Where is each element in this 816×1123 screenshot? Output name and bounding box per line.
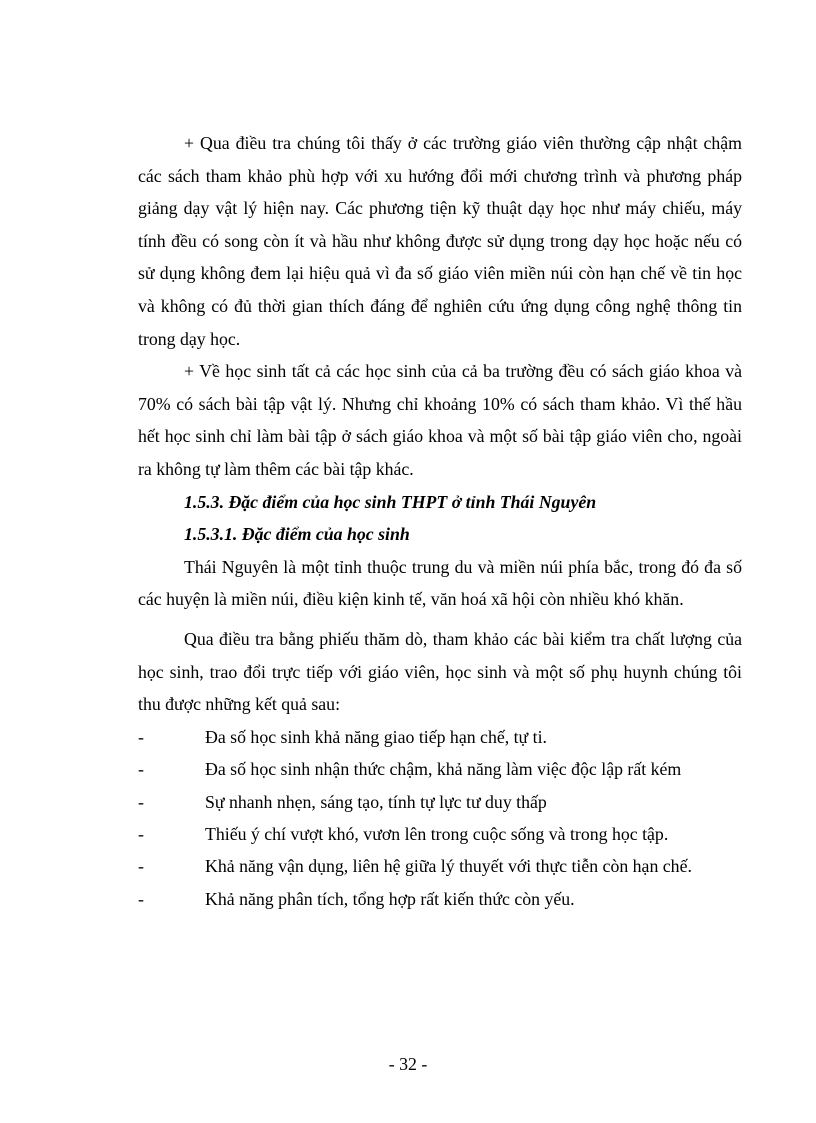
bullet-marker: - <box>138 888 144 909</box>
paragraph-students-books: + Về học sinh tất cả các học sinh của cả ba trường đều có sách giáo khoa và 70% có sách bài tập vật lý. Nhưng chỉ khoảng 10% có sách tham khảo. Vì thế hầu hết học sinh chỉ làm bài tập ở sách giáo khoa và một số bài tập giáo viên cho, ngoài ra không tự làm thêm các bài tập khác. <box>138 361 742 479</box>
list-item <box>138 883 742 915</box>
page-body <box>138 127 742 915</box>
bullet-marker: - <box>138 759 144 780</box>
page-number: - 32 - <box>388 1054 428 1074</box>
bullet-marker: - <box>138 823 144 844</box>
section-heading: 1.5.3. Đặc điểm của học sinh THPT ở tỉnh Thái Nguyên <box>184 491 597 512</box>
list-item <box>138 850 742 882</box>
list-item <box>138 818 742 850</box>
bullet-marker: - <box>138 791 144 812</box>
paragraph-teachers-resources: + Qua điều tra chúng tôi thấy ở các trường giáo viên thường cập nhật chậm các sách tham khảo phù hợp với xu hướng đổi mới chương trình và phương pháp giảng dạy vật lý hiện nay. Các phương tiện kỹ thuật dạy học như máy chiếu, máy tính đều có song còn ít và hầu như không được sử dụng trong dạy học hoặc nếu có sử dụng không đem lại hiệu quả vì đa số giáo viên miền núi còn hạn chế về tin học và không có đủ thời gian thích đáng để nghiên cứu ứng dụng công nghệ thông tin trong dạy học. <box>138 133 742 349</box>
bullet-marker: - <box>138 726 144 747</box>
bullet-marker: - <box>138 856 144 877</box>
list-item-text: Khả năng vận dụng, liên hệ giữa lý thuyết với thực tiễn còn hạn chế. <box>205 856 692 877</box>
paragraph-survey: Qua điều tra bằng phiếu thăm dò, tham khảo các bài kiểm tra chất lượng của học sinh, trao đổi trực tiếp với giáo viên, học sinh và một số phụ huynh chúng tôi thu được những kết quả sau: <box>138 628 742 715</box>
list-item-text: Đa số học sinh khả năng giao tiếp hạn chế, tự ti. <box>205 726 547 747</box>
list-item-text: Sự nhanh nhẹn, sáng tạo, tính tự lực tư duy thấp <box>205 791 547 812</box>
list-item <box>138 721 742 753</box>
list-item-text: Đa số học sinh nhận thức chậm, khả năng làm việc độc lập rất kém <box>205 759 682 780</box>
list-item <box>138 753 742 785</box>
paragraph-thai-nguyen: Thái Nguyên là một tỉnh thuộc trung du và miền núi phía bắc, trong đó đa số các huyện là miền núi, điều kiện kinh tế, văn hoá xã hội còn nhiều khó khăn. <box>138 556 742 610</box>
list-item-text: Khả năng phân tích, tổng hợp rất kiến thức còn yếu. <box>205 888 575 909</box>
list-item <box>138 786 742 818</box>
subsection-heading: 1.5.3.1. Đặc điểm của học sinh <box>184 524 410 545</box>
findings-list <box>138 721 742 915</box>
list-item-text: Thiếu ý chí vượt khó, vươn lên trong cuộc sống và trong học tập. <box>205 823 669 844</box>
